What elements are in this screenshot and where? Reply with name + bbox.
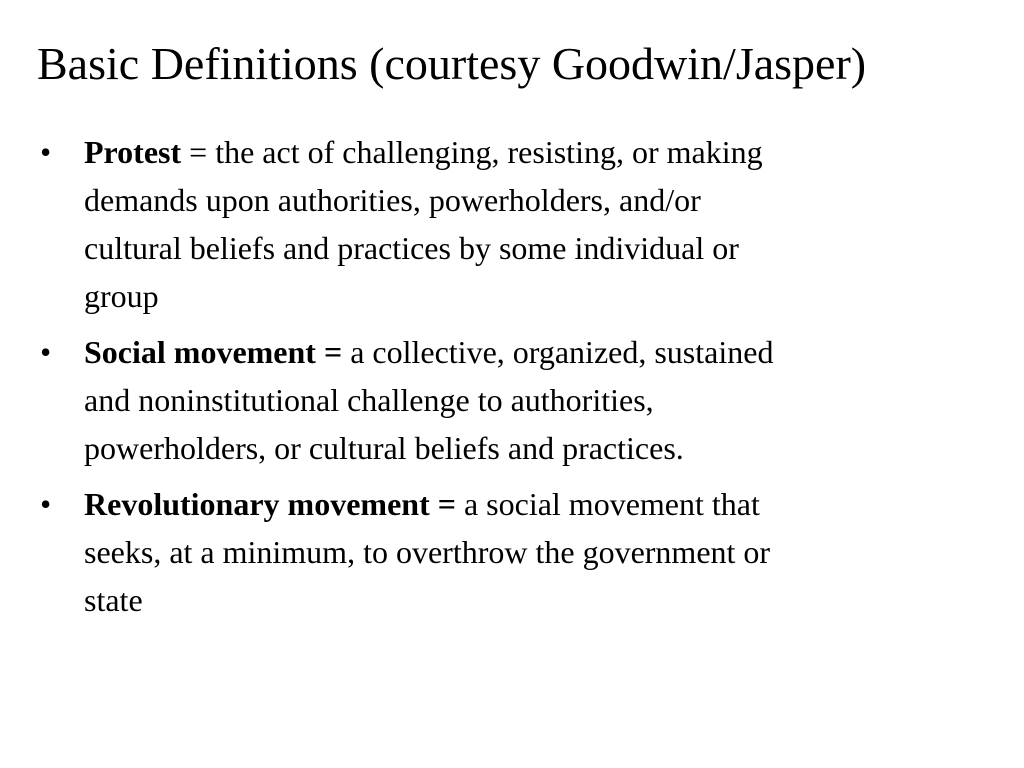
definition-line: powerholders, or cultural beliefs and practices.	[84, 430, 684, 466]
definition-term: Revolutionary movement	[84, 486, 430, 522]
definition-separator: =	[181, 134, 216, 170]
definition-item-revolutionary-movement	[0, 480, 1024, 624]
definition-line: cultural beliefs and practices by some individual or	[84, 230, 739, 266]
definition-item-social-movement	[0, 328, 1024, 472]
definition-line: and noninstitutional challenge to authorities,	[84, 382, 654, 418]
bullet-icon: •	[40, 134, 52, 170]
definition-term: Social movement	[84, 334, 316, 370]
definition-line	[84, 128, 1024, 176]
definition-list	[0, 128, 1024, 632]
definition-item-protest	[0, 128, 1024, 320]
definition-line-text: the act of challenging, resisting, or making	[215, 134, 763, 170]
definition-line	[84, 328, 1024, 376]
definition-line: demands upon authorities, powerholders, and/or	[84, 182, 701, 218]
definition-separator: =	[315, 334, 351, 370]
definition-term: Protest	[84, 134, 182, 170]
definition-line: group	[84, 278, 159, 314]
bullet-icon: •	[40, 334, 52, 370]
definition-text	[84, 480, 1024, 624]
definition-line: state	[84, 582, 143, 618]
definition-separator: =	[429, 486, 464, 522]
bullet-icon: •	[40, 486, 52, 522]
definition-line-text: a collective, organized, sustained	[350, 334, 774, 370]
definition-line	[84, 480, 1024, 528]
slide-title: Basic Definitions (courtesy Goodwin/Jasper)	[37, 38, 867, 89]
definition-text	[84, 328, 1024, 472]
definition-text	[84, 128, 1024, 320]
definition-line-text: a social movement that	[463, 486, 760, 522]
definition-line: seeks, at a minimum, to overthrow the government or	[84, 534, 771, 570]
